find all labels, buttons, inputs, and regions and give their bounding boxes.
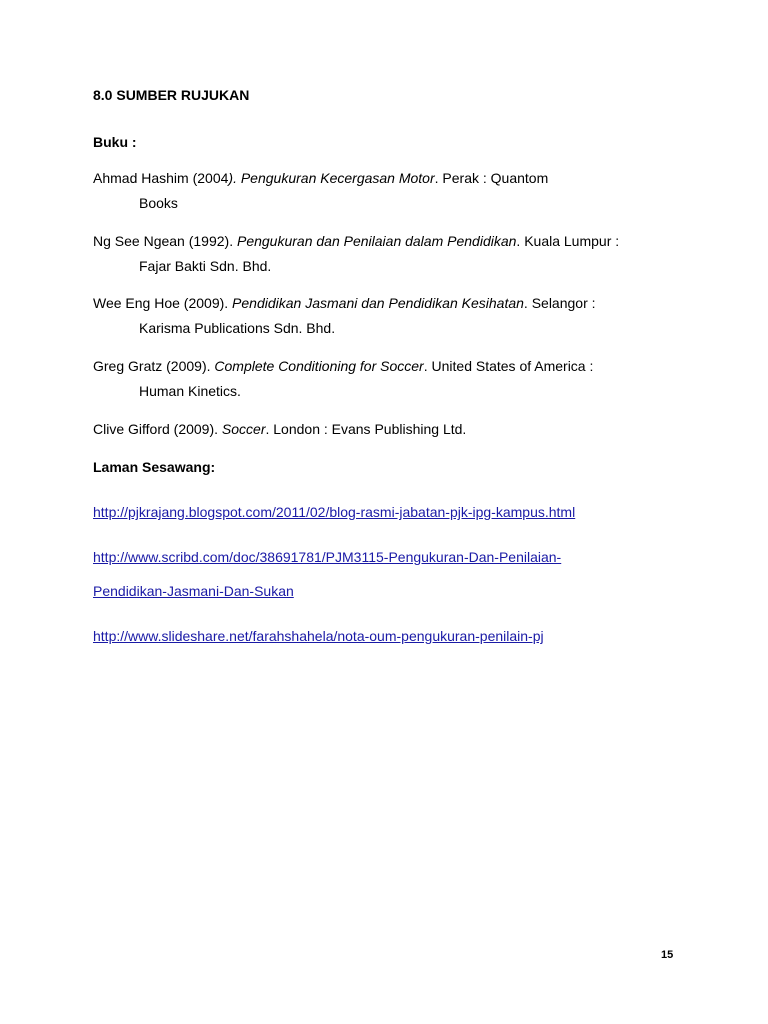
reference-continuation: Books bbox=[139, 195, 178, 211]
reference-title: ). Pengukuran Kecergasan Motor bbox=[228, 170, 435, 186]
reference-line bbox=[93, 229, 693, 254]
books-heading: Buku : bbox=[93, 134, 137, 150]
reference-author: Greg Gratz (2009). bbox=[93, 358, 215, 374]
reference-publisher: . Perak : Quantom bbox=[434, 170, 549, 186]
reference-publisher: . London : Evans Publishing Ltd. bbox=[265, 421, 467, 437]
reference-author: Clive Gifford (2009). bbox=[93, 421, 222, 437]
reference-entry bbox=[93, 291, 693, 341]
reference-line bbox=[93, 166, 693, 191]
reference-title: Pendidikan Jasmani dan Pendidikan Kesihatan bbox=[232, 295, 524, 311]
reference-publisher: . Selangor : bbox=[523, 295, 596, 311]
reference-title: Soccer bbox=[221, 421, 266, 437]
reference-line bbox=[93, 291, 693, 316]
reference-title: Complete Conditioning for Soccer bbox=[214, 358, 424, 374]
reference-author: Ng See Ngean (1992). bbox=[93, 233, 237, 249]
reference-entry bbox=[93, 354, 693, 404]
reference-entry bbox=[93, 417, 693, 442]
reference-publisher: . Kuala Lumpur : bbox=[516, 233, 620, 249]
reference-link-scribd-continued[interactable]: Pendidikan-Jasmani-Dan-Sukan bbox=[93, 583, 294, 599]
section-heading: 8.0 SUMBER RUJUKAN bbox=[93, 87, 250, 103]
reference-author: Wee Eng Hoe (2009). bbox=[93, 295, 233, 311]
reference-line bbox=[93, 354, 693, 379]
page-number: 15 bbox=[661, 949, 674, 961]
reference-continuation: Human Kinetics. bbox=[139, 383, 241, 399]
reference-publisher: . United States of America : bbox=[423, 358, 594, 374]
reference-entry bbox=[93, 166, 693, 216]
reference-entry bbox=[93, 229, 693, 279]
reference-link-pjkrajang[interactable]: http://pjkrajang.blogspot.com/2011/02/blog-rasmi-jabatan-pjk-ipg-kampus.html bbox=[93, 504, 576, 520]
reference-continuation: Karisma Publications Sdn. Bhd. bbox=[139, 320, 336, 336]
reference-link-scribd[interactable]: http://www.scribd.com/doc/38691781/PJM3115-Pengukuran-Dan-Penilaian- bbox=[93, 549, 562, 565]
reference-line bbox=[93, 417, 693, 442]
web-heading: Laman Sesawang: bbox=[93, 459, 216, 475]
reference-continuation: Fajar Bakti Sdn. Bhd. bbox=[139, 258, 272, 274]
reference-link-slideshare[interactable]: http://www.slideshare.net/farahshahela/nota-oum-pengukuran-penilain-pj bbox=[93, 628, 544, 644]
reference-author: Ahmad Hashim (2004 bbox=[93, 170, 229, 186]
reference-title: Pengukuran dan Penilaian dalam Pendidikan bbox=[236, 233, 517, 249]
